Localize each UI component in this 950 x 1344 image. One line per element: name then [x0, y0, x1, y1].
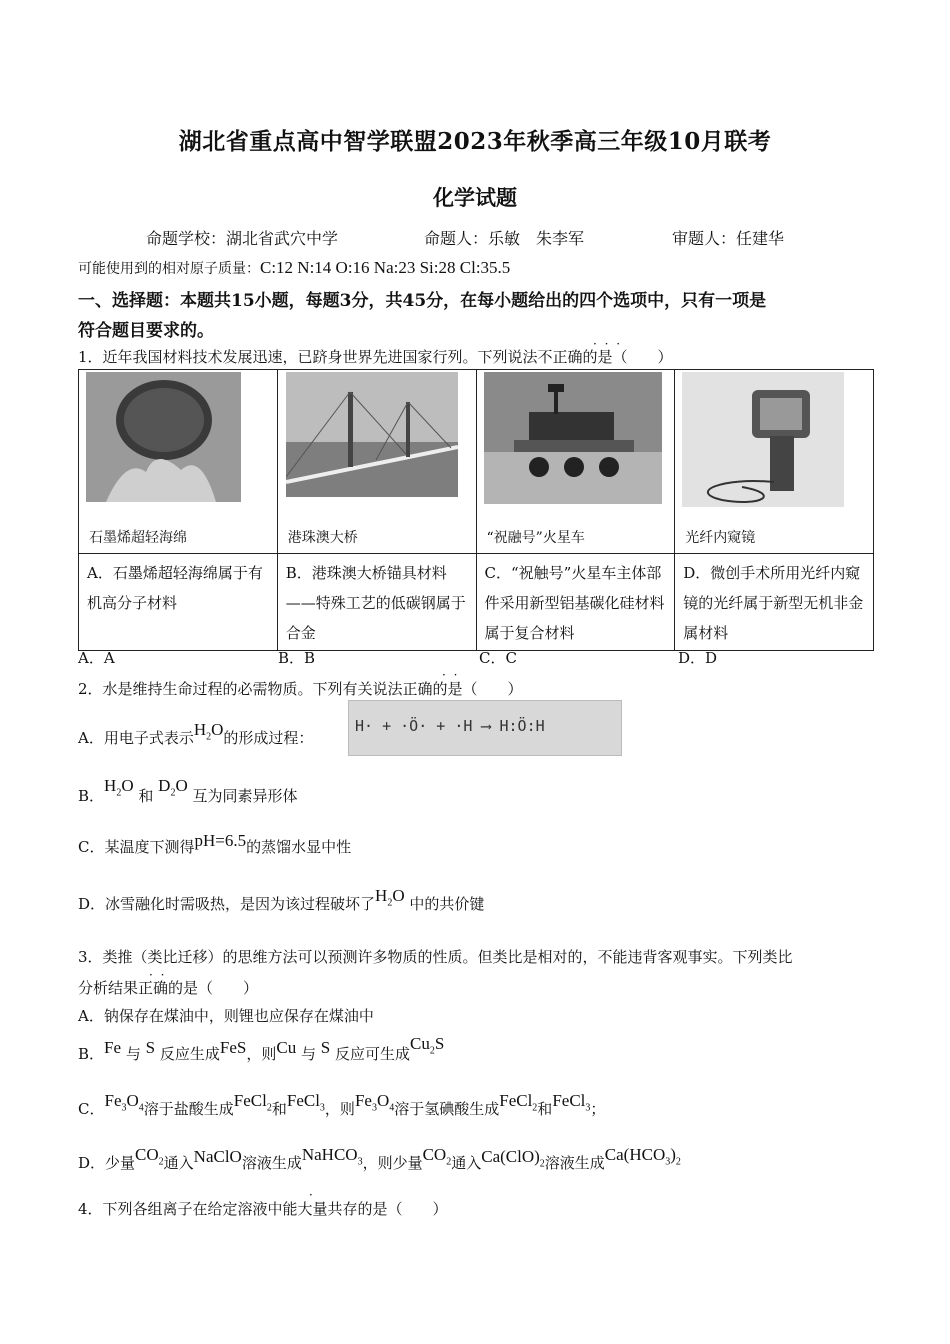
- q3-stem-line1: 3．类推（类比迁移）的思维方法可以预测许多物质的性质。但类比是相对的，不能违背客观事实。下列类比: [78, 948, 793, 966]
- q2-option-d[interactable]: D．冰雪融化时需吸热，是因为该过程破坏了$H_2O$ 中的共价键: [78, 886, 485, 913]
- q2-option-c[interactable]: C．某温度下测得pH=6.5的蒸馏水显中性: [78, 831, 352, 856]
- exam-title: 湖北省重点高中智学联盟2023年秋季高三年级10月联考: [178, 128, 772, 155]
- emphasis-dots: ·: [309, 1188, 315, 1202]
- atomic-mass-values: C:12 N:14 O:16 Na:23 Si:28 Cl:35.5: [260, 258, 511, 277]
- q1-cell-bridge: [277, 370, 476, 554]
- q1-option-d-desc: D．微创手术所用光纤内窥镜的光纤属于新型无机非金属材料: [683, 564, 864, 642]
- q4-stem: 4．下列各组离子在给定溶液中能大量共存的是（ ）: [78, 1200, 448, 1218]
- q3-option-b[interactable]: B．Fe 与 S 反应生成FeS，则Cu 与 S 反应可生成$Cu_2S$: [78, 1034, 445, 1063]
- school-line: 命题学校：湖北省武穴中学: [146, 229, 339, 248]
- q1-stem: 1．近年我国材料技术发展迅速，已跻身世界先进国家行列。下列说法不正确的是（ ）: [78, 348, 673, 366]
- section-heading-line2: 符合题目要求的。: [78, 321, 214, 341]
- atomic-mass-line: [78, 258, 510, 278]
- q3-stem-line2: 分析结果正确的是（ ）: [78, 979, 259, 997]
- graphene-sponge-photo: [86, 372, 241, 502]
- q1-option-b[interactable]: B．B: [278, 649, 316, 667]
- q1-option-b-desc: B．港珠澳大桥锚具材料——特殊工艺的低碳钢属于合金: [285, 564, 466, 642]
- q3-option-a[interactable]: A．钠保存在煤油中，则锂也应保存在煤油中: [78, 1007, 374, 1025]
- q3-option-d[interactable]: D．少量$CO_2$通入NaClO溶液生成NaHCO$_3$，则少量$CO_2$通入$Ca(ClO)_2$溶液生成$Ca(HCO_3)_2$: [78, 1145, 681, 1172]
- q1-caption-a: 石墨烯超轻海绵: [89, 530, 187, 546]
- q3-option-c[interactable]: C．$Fe_3O_4$溶于盐酸生成FeCl$_2$和FeCl$_3$，则$Fe_3O_4$溶于氢碘酸生成FeCl$_2$和FeCl$_3$；: [78, 1091, 606, 1118]
- q1-option-d[interactable]: D．D: [678, 649, 718, 667]
- emphasis-dots: · ·: [149, 968, 167, 982]
- subject-title: 化学试题: [433, 185, 517, 210]
- reviewer-line: 审题人：任建华: [672, 229, 785, 248]
- q1-caption-d: 光纤内窥镜: [685, 530, 756, 546]
- q1-table: [78, 369, 874, 651]
- electron-formula-text: H· + ·Ö· + ·H ⟶ H:Ö:H: [355, 717, 545, 735]
- q1-option-a-desc: A．石墨烯超轻海绵属于有机高分子材料: [87, 564, 263, 612]
- electron-formula-diagram: [348, 700, 622, 756]
- q2-option-b[interactable]: B．$H_2O$ 和 $D_2O$ 互为同素异形体: [78, 776, 298, 805]
- author-line: 命题人：乐敏 朱李军: [424, 229, 585, 248]
- q2-option-a[interactable]: A．用电子式表示$H_2O$的形成过程：: [78, 720, 314, 747]
- q1-cell-endoscope: [675, 370, 874, 554]
- q1-cell-graphene: [79, 370, 278, 554]
- q1-caption-c: “祝融号”火星车: [486, 530, 585, 546]
- endoscope-photo: [682, 372, 844, 507]
- q1-option-c[interactable]: C．C: [479, 649, 517, 667]
- q2-stem: 2．水是维持生命过程的必需物质。下列有关说法正确的是（ ）: [78, 680, 523, 698]
- q1-option-a[interactable]: A．A: [78, 649, 115, 667]
- atomic-mass-label: 可能使用到的相对原子质量：: [78, 261, 260, 277]
- q1-caption-b: 港珠澳大桥: [287, 530, 358, 546]
- emphasis-dots: · · ·: [593, 337, 623, 351]
- mars-rover-photo: [484, 372, 662, 504]
- q1-option-c-desc: C．“祝触号”火星车主体部件采用新型铝基碳化硅材料属于复合材料: [484, 564, 665, 642]
- q1-cell-rover: [476, 370, 675, 554]
- section-heading-line1: 一、选择题：本题共15小题，每题3分，共45分，在每小题给出的四个选项中，只有一项是: [78, 291, 767, 311]
- emphasis-dots: · ·: [442, 668, 460, 682]
- bridge-photo: [286, 372, 458, 497]
